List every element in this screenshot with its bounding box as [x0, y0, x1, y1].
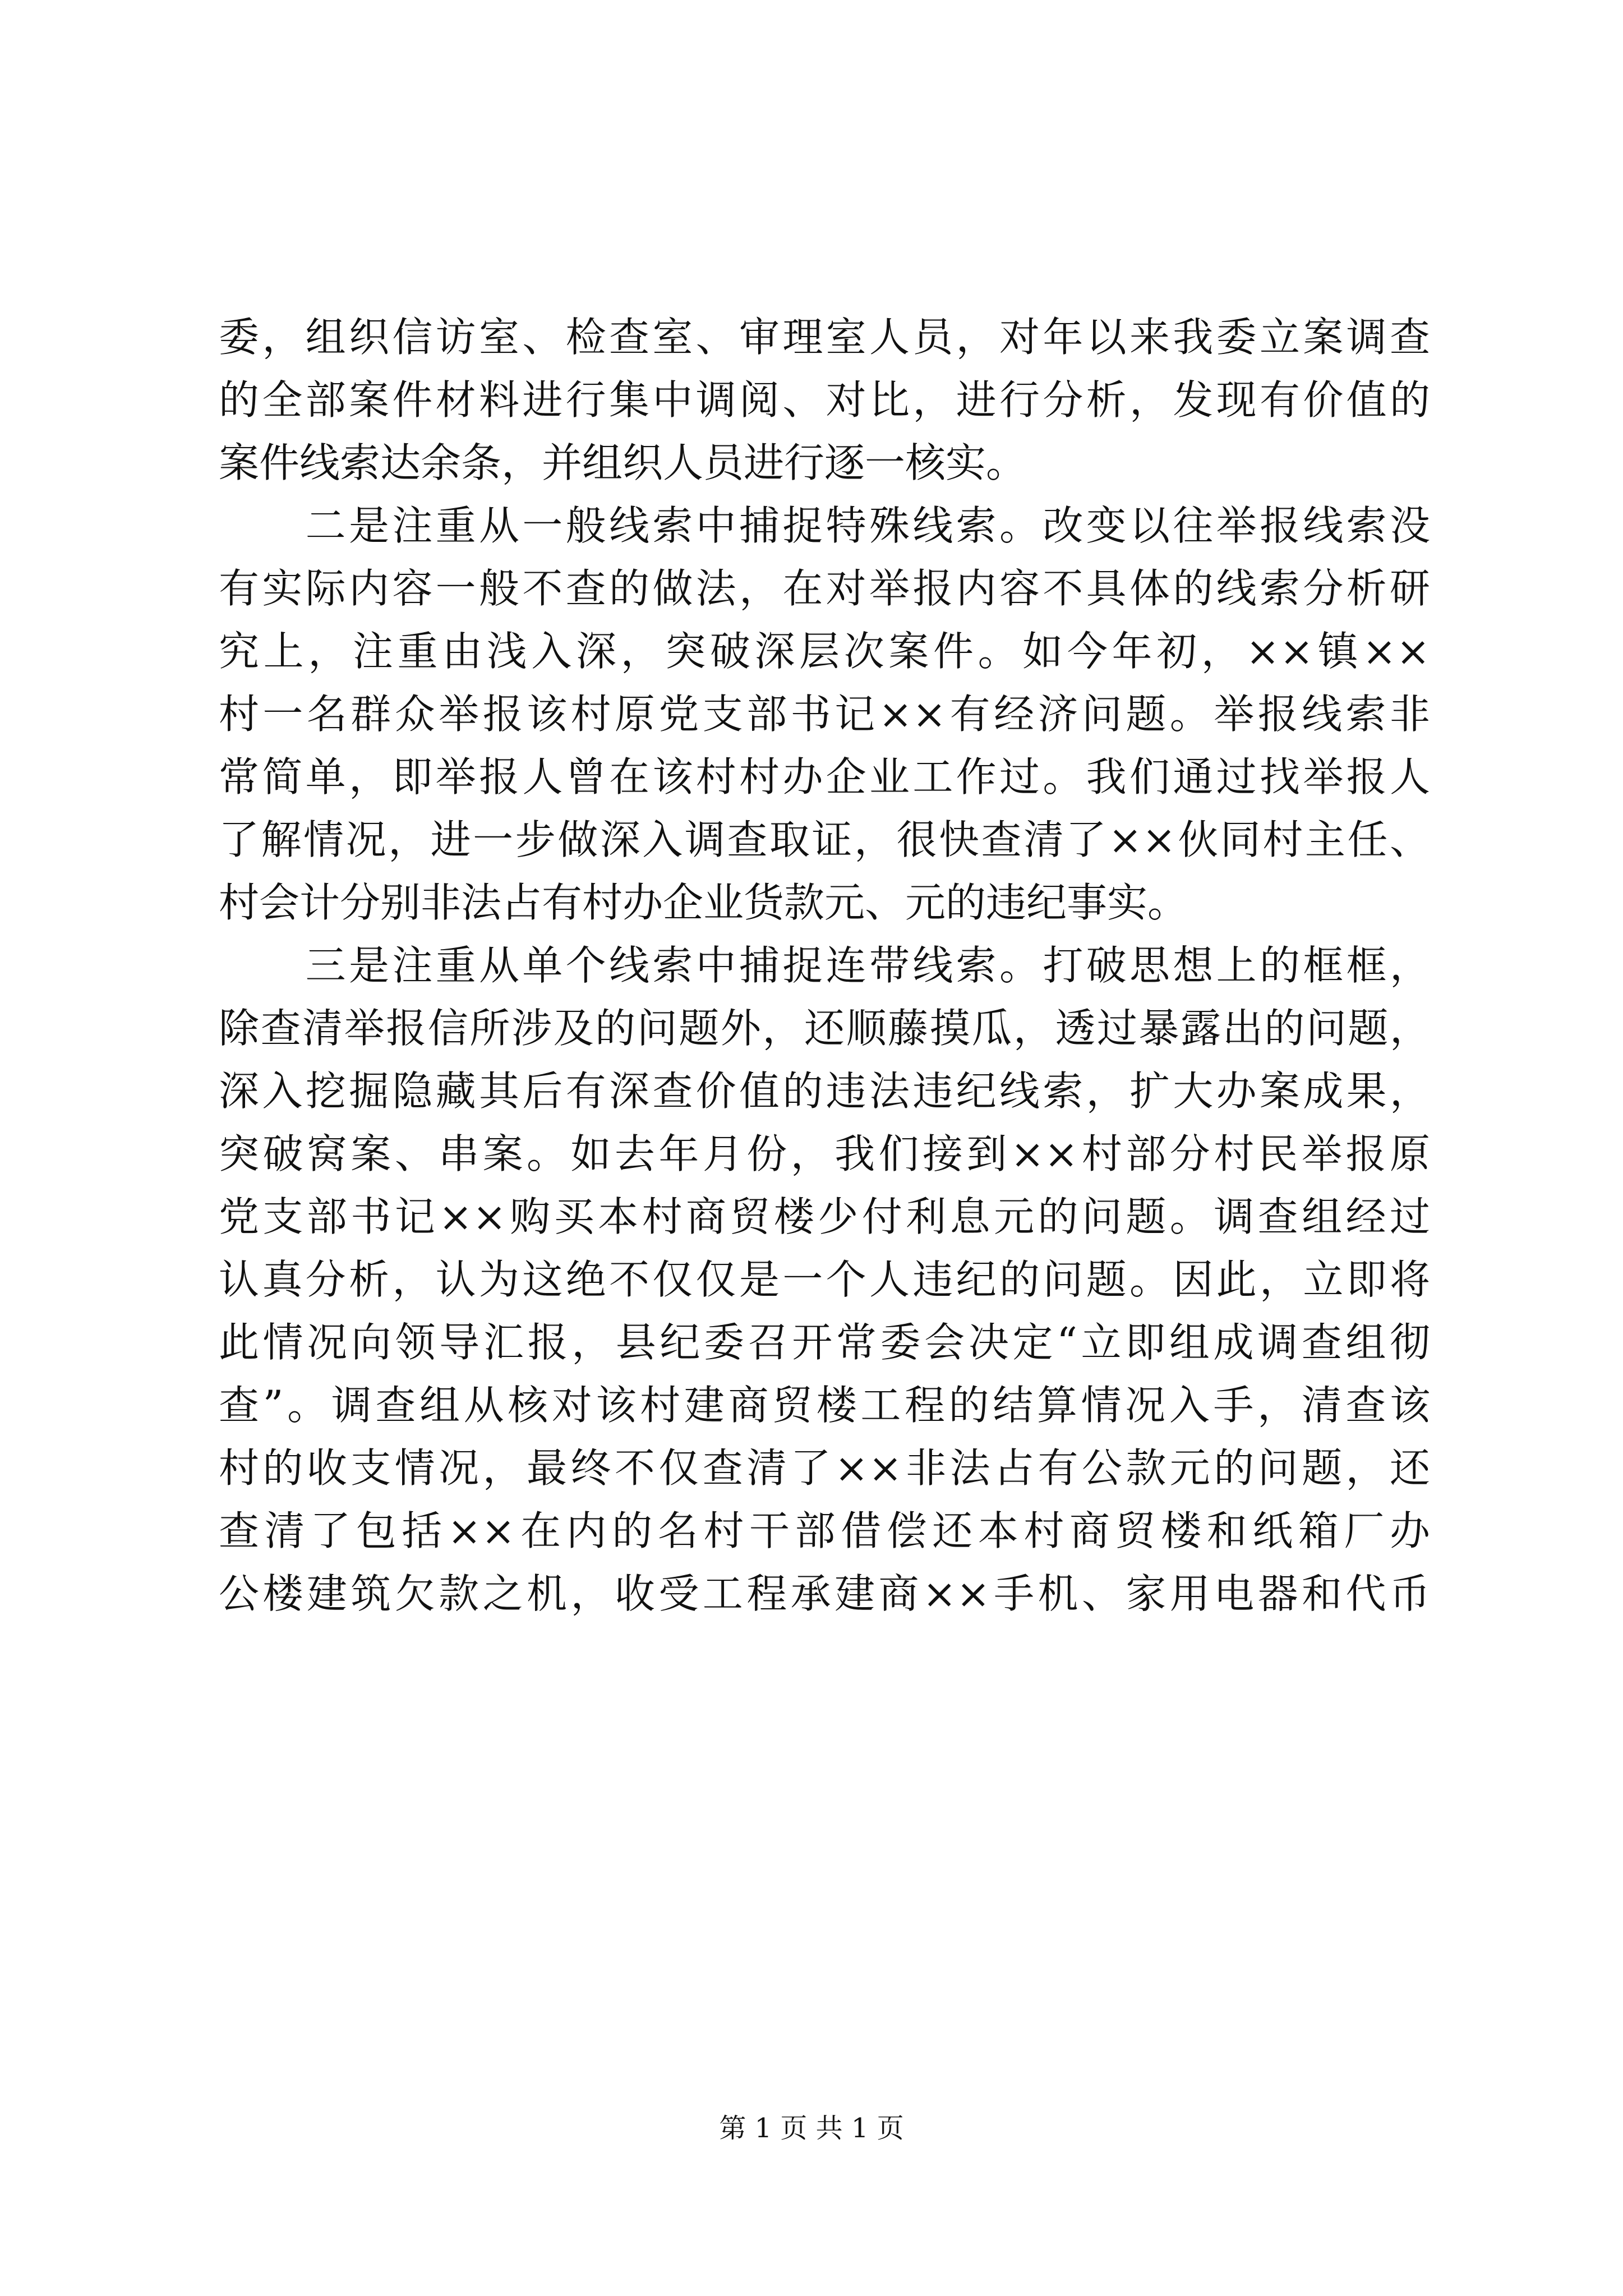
text-line: 公楼建筑欠款之机，收受工程承建商××手机、家用电器和代币 — [219, 1570, 1430, 1617]
text-line: 深入挖掘隐藏其后有深查价值的违法违纪线索，扩大办案成果， — [219, 1068, 1430, 1115]
text-line: 委，组织信访室、检查室、审理室人员，对年以来我委立案调查 — [219, 314, 1430, 361]
text-line: 的全部案件材料进行集中调阅、对比，进行分析，发现有价值的 — [219, 376, 1430, 424]
text-line: 查”。调查组从核对该村建商贸楼工程的结算情况入手，清查该 — [219, 1382, 1430, 1429]
text-line: 除查清举报信所涉及的问题外，还顺藤摸瓜，透过暴露出的问题， — [219, 1005, 1430, 1052]
text-line: 查清了包括××在内的名村干部借偿还本村商贸楼和纸箱厂办 — [219, 1507, 1430, 1554]
text-line: 村的收支情况，最终不仅查清了××非法占有公款元的问题，还 — [219, 1444, 1430, 1492]
text-line: 党支部书记××购买本村商贸楼少付利息元的问题。调查组经过 — [219, 1193, 1430, 1240]
text-line: 二是注重从一般线索中捕捉特殊线索。改变以往举报线索没 — [219, 502, 1430, 549]
document-body — [219, 306, 1430, 1625]
text-line: 常简单，即举报人曾在该村村办企业工作过。我们通过找举报人 — [219, 753, 1430, 800]
text-line: 究上，注重由浅入深，突破深层次案件。如今年初，××镇×× — [219, 628, 1430, 675]
text-line: 有实际内容一般不查的做法，在对举报内容不具体的线索分析研 — [219, 565, 1430, 612]
text-line: 村一名群众举报该村原党支部书记××有经济问题。举报线索非 — [219, 691, 1430, 738]
text-line: 三是注重从单个线索中捕捉连带线索。打破思想上的框框， — [219, 942, 1430, 989]
text-line: 案件线索达余条，并组织人员进行逐一核实。 — [219, 439, 1027, 486]
text-line: 突破窝案、串案。如去年月份，我们接到××村部分村民举报原 — [219, 1130, 1430, 1177]
text-line: 此情况向领导汇报，县纪委召开常委会决定“立即组成调查组彻 — [219, 1319, 1430, 1366]
text-line: 村会计分别非法占有村办企业货款元、元的违纪事实。 — [219, 879, 1188, 926]
page-footer: 第 1 页 共 1 页 — [719, 2113, 904, 2144]
text-line: 认真分析，认为这绝不仅仅是一个人违纪的问题。因此，立即将 — [219, 1256, 1430, 1303]
text-line: 了解情况，进一步做深入调查取证，很快查清了××伙同村主任、 — [219, 816, 1430, 863]
